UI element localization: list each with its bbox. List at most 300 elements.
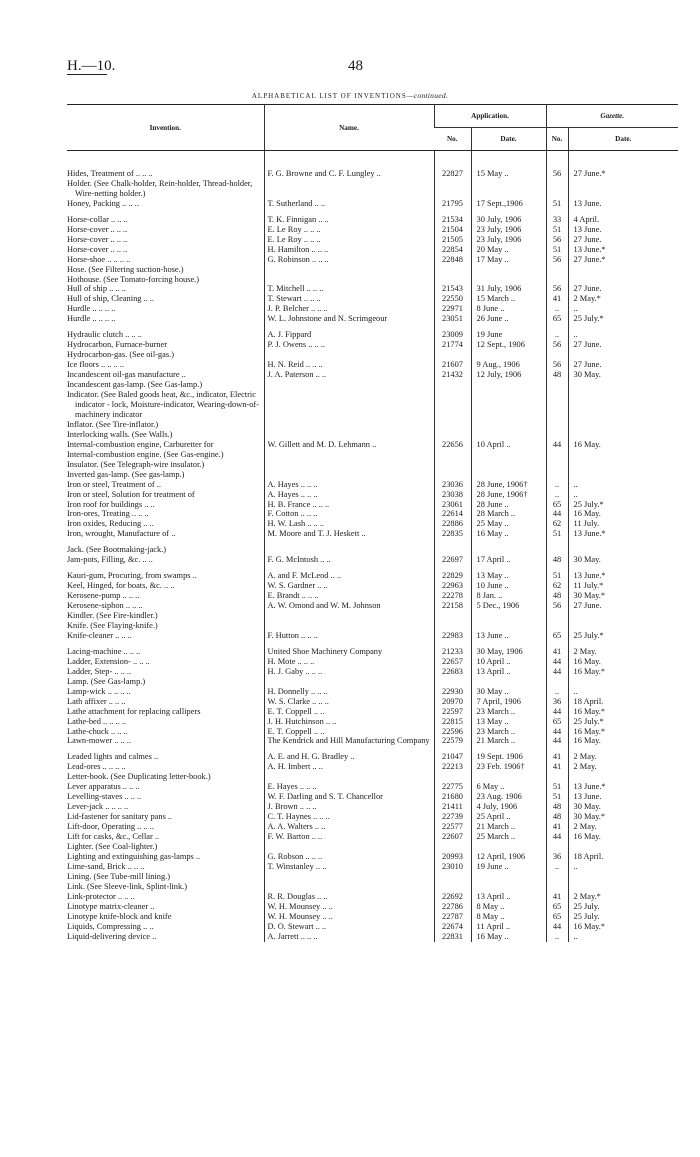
gazette-no-cell: 51 [546, 225, 568, 235]
table-row [67, 571, 678, 581]
gazette-no-cell [546, 350, 568, 360]
gazette-date-cell: 16 May.* [568, 727, 678, 737]
gazette-date-cell: 27 June. [568, 235, 678, 245]
invention-cell: Lighting and extinguishing gas-lamps .. [67, 851, 201, 861]
gazette-date-cell: 25 July.* [568, 314, 678, 324]
app-no-cell [434, 420, 471, 430]
name-cell: A. Hayes .. .. .. [264, 490, 434, 500]
app-no-cell: 21543 [434, 284, 471, 294]
name-cell: J. P. Belcher .. .. .. [264, 304, 434, 314]
name-cell [264, 677, 434, 687]
name-cell: H. B. France .. .. .. [264, 500, 434, 510]
name-cell: F. G. Browne and C. F. Lungley .. [264, 151, 434, 179]
gazette-date-cell: 30 May.* [568, 812, 678, 822]
invention-cell: Lift-door, Operating .. .. .. [67, 822, 154, 832]
app-date-cell: 23 Feb. 1906† [471, 762, 546, 772]
app-date-cell [471, 380, 546, 390]
gazette-no-cell: 44 [546, 832, 568, 842]
app-date-cell: 12 Sept., 1906 [471, 340, 546, 350]
name-cell: F. Cotton .. .. .. [264, 509, 434, 519]
app-no-cell [434, 390, 471, 420]
app-no-cell: 22596 [434, 727, 471, 737]
table-row [67, 450, 678, 460]
app-no-cell: 22831 [434, 932, 471, 942]
gazette-date-cell: 27 June. [568, 360, 678, 370]
name-cell: H. N. Reid .. .. .. [264, 360, 434, 370]
invention-cell: Iron roof for buildings .. .. [67, 499, 155, 509]
app-no-cell: 22848 [434, 255, 471, 265]
table-row [67, 555, 678, 565]
app-no-cell: 22692 [434, 892, 471, 902]
app-no-cell [434, 450, 471, 460]
gazette-no-cell: 44 [546, 736, 568, 746]
gazette-date-cell: 30 May.* [568, 591, 678, 601]
name-cell: J. H. Hutchinson .. .. [264, 717, 434, 727]
gazette-date-cell: 11 July. [568, 519, 678, 529]
app-date-cell: 20 May .. [471, 245, 546, 255]
gazette-no-cell: .. [546, 687, 568, 697]
gazette-date-cell: 16 May. [568, 509, 678, 519]
invention-cell: Incandescent gas-lamp. (See Gas-lamp.) [67, 380, 203, 390]
gazette-no-cell [546, 420, 568, 430]
table-row [67, 581, 678, 591]
table-row [67, 872, 678, 882]
name-cell: A. Hayes .. .. .. [264, 480, 434, 490]
list-title-main: ALPHABETICAL LIST OF INVENTIONS [251, 92, 407, 100]
gazette-no-cell: .. [546, 932, 568, 942]
invention-cell: Internal-combustion engine. (See Gas-engine.) [67, 449, 224, 459]
app-no-cell: 22657 [434, 657, 471, 667]
app-date-cell: 23 March .. [471, 707, 546, 717]
gazette-no-cell: 56 [546, 284, 568, 294]
app-no-cell: 22835 [434, 529, 471, 539]
app-date-cell [471, 450, 546, 460]
gazette-date-cell: .. [568, 687, 678, 697]
app-date-cell: 28 June .. [471, 500, 546, 510]
table-row [67, 420, 678, 430]
gazette-no-cell: .. [546, 330, 568, 340]
gazette-date-cell: 18 April. [568, 697, 678, 707]
table-row [67, 350, 678, 360]
gazette-no-cell [546, 460, 568, 470]
app-no-cell: 21411 [434, 802, 471, 812]
invention-cell: Horse-cover .. .. .. [67, 224, 128, 234]
gazette-no-cell: 48 [546, 802, 568, 812]
gazette-date-cell [568, 677, 678, 687]
table-row [67, 509, 678, 519]
gazette-date-cell [568, 265, 678, 275]
table-row [67, 235, 678, 245]
gazette-date-cell: 25 July. [568, 912, 678, 922]
gazette-no-cell: 65 [546, 912, 568, 922]
name-cell: G. Robinson .. .. .. [264, 255, 434, 265]
invention-cell: Leaded lights and calmes .. [67, 752, 159, 762]
list-title-continued: —continued. [406, 91, 449, 100]
invention-cell: Iron oxides, Reducing .. .. [67, 519, 154, 529]
app-no-cell: 22683 [434, 667, 471, 677]
gazette-no-cell: 51 [546, 245, 568, 255]
app-date-cell: 8 June .. [471, 304, 546, 314]
app-no-cell: 22815 [434, 717, 471, 727]
gazette-date-cell [568, 611, 678, 621]
gazette-date-cell: 13 June.* [568, 529, 678, 539]
gazette-no-cell: 36 [546, 852, 568, 862]
gazette-no-cell: 48 [546, 555, 568, 565]
app-no-cell [434, 621, 471, 631]
name-cell: A. H. Imbert .. .. [264, 762, 434, 772]
app-date-cell [471, 350, 546, 360]
invention-cell: Lath affixer .. .. .. [67, 696, 126, 706]
invention-cell: Hydraulic clutch .. .. .. [67, 330, 142, 340]
gazette-no-cell: 44 [546, 657, 568, 667]
invention-cell: Lawn-mower .. .. .. [67, 736, 131, 746]
app-date-cell: 23 March .. [471, 727, 546, 737]
invention-cell: Honey, Packing .. .. .. [67, 198, 139, 208]
gazette-no-cell: 41 [546, 647, 568, 657]
app-date-cell: 17 April .. [471, 555, 546, 565]
col-gazette: Gazette. [546, 105, 678, 128]
name-cell [264, 450, 434, 460]
table-row [67, 912, 678, 922]
app-no-cell [434, 677, 471, 687]
invention-cell: Knife. (See Flaying-knife.) [67, 620, 158, 630]
app-no-cell [434, 842, 471, 852]
app-date-cell: 5 Dec., 1906 [471, 601, 546, 611]
gazette-date-cell: .. [568, 932, 678, 942]
gazette-date-cell: 25 July. [568, 902, 678, 912]
invention-cell: Insulator. (See Telegraph-wire insulator.) [67, 459, 205, 469]
name-cell: A. E. and H. G. Bradley .. [264, 752, 434, 762]
app-date-cell: 16 May .. [471, 932, 546, 942]
invention-cell: Lid-fastener for sanitary pans .. [67, 812, 173, 822]
name-cell: United Shoe Machinery Company [264, 647, 434, 657]
invention-cell: Kauri-gum, Procuring, from swamps .. [67, 571, 197, 581]
app-date-cell [471, 772, 546, 782]
table-row [67, 822, 678, 832]
app-no-cell: 23038 [434, 490, 471, 500]
app-no-cell: 21233 [434, 647, 471, 657]
name-cell: E. Brandt .. .. .. [264, 591, 434, 601]
app-no-cell: 23010 [434, 862, 471, 872]
table-row [67, 529, 678, 539]
table-row [67, 667, 678, 677]
invention-cell: Lathe attachment for replacing callipers [67, 706, 201, 716]
app-date-cell: 13 May .. [471, 571, 546, 581]
gazette-date-cell: 16 May.* [568, 707, 678, 717]
gazette-date-cell [568, 470, 678, 480]
gazette-no-cell: 44 [546, 667, 568, 677]
gazette-no-cell: 56 [546, 601, 568, 611]
app-date-cell: 21 March .. [471, 822, 546, 832]
app-date-cell [471, 611, 546, 621]
gazette-no-cell: 36 [546, 697, 568, 707]
table-row [67, 199, 678, 209]
gazette-no-cell: 41 [546, 762, 568, 772]
name-cell [264, 842, 434, 852]
gazette-date-cell [568, 882, 678, 892]
table-row [67, 480, 678, 490]
invention-cell: Jam-pots, Filling, &c. .. .. [67, 555, 153, 565]
gazette-no-cell: 62 [546, 519, 568, 529]
table-row [67, 687, 678, 697]
name-cell: T. Stewart .. .. .. [264, 294, 434, 304]
gazette-no-cell: 44 [546, 707, 568, 717]
app-date-cell [471, 842, 546, 852]
app-date-cell [471, 460, 546, 470]
app-date-cell [471, 430, 546, 440]
app-date-cell: 15 March .. [471, 294, 546, 304]
app-date-cell: 8 May .. [471, 902, 546, 912]
invention-cell: Kerosene-pump .. .. .. [67, 591, 140, 601]
app-no-cell: 20993 [434, 852, 471, 862]
gazette-date-cell: 4 April. [568, 215, 678, 225]
col-gaz-date: Date. [568, 128, 678, 151]
gazette-no-cell: 56 [546, 235, 568, 245]
table-row [67, 802, 678, 812]
gazette-date-cell [568, 460, 678, 470]
table-row [67, 304, 678, 314]
invention-cell: Inverted gas-lamp. (See gas-lamp.) [67, 469, 185, 479]
name-cell: G. Robson .. .. .. [264, 852, 434, 862]
name-cell: J. A. Paterson .. .. [264, 370, 434, 380]
table-row [67, 500, 678, 510]
name-cell: W. S. Gardner .. .. [264, 581, 434, 591]
invention-cell: Lamp. (See Gas-lamp.) [67, 676, 146, 686]
table-row [67, 842, 678, 852]
gazette-no-cell: 48 [546, 370, 568, 380]
app-no-cell: 22930 [434, 687, 471, 697]
invention-cell: Levelling-staves .. .. .. [67, 792, 142, 802]
table-row [67, 215, 678, 225]
app-no-cell: 22829 [434, 571, 471, 581]
gazette-date-cell: 16 May.* [568, 922, 678, 932]
name-cell: M. Moore and T. J. Heskett .. [264, 529, 434, 539]
app-date-cell [471, 470, 546, 480]
table-row [67, 265, 678, 275]
app-date-cell [471, 275, 546, 285]
gazette-no-cell [546, 179, 568, 199]
name-cell [264, 430, 434, 440]
gazette-no-cell: 44 [546, 922, 568, 932]
app-date-cell: 21 March .. [471, 736, 546, 746]
app-date-cell: 28 June, 1906† [471, 490, 546, 500]
name-cell [264, 380, 434, 390]
page-code-text: H.—10. [67, 58, 116, 74]
table-row [67, 294, 678, 304]
app-date-cell: 28 June, 1906† [471, 480, 546, 490]
name-cell: P. J. Owens .. .. .. [264, 340, 434, 350]
name-cell: E. T. Coppell .. .. [264, 707, 434, 717]
gazette-date-cell: .. [568, 480, 678, 490]
app-date-cell: 7 April, 1906 [471, 697, 546, 707]
app-date-cell: 26 June .. [471, 314, 546, 324]
invention-cell: Lacing-machine .. .. .. [67, 646, 141, 656]
app-no-cell [434, 882, 471, 892]
app-no-cell [434, 470, 471, 480]
invention-cell: Incandescent oil-gas manufacture .. [67, 370, 186, 380]
app-no-cell: 22158 [434, 601, 471, 611]
invention-cell: Lathe-bed .. .. .. .. [67, 716, 127, 726]
app-no-cell: 22963 [434, 581, 471, 591]
app-date-cell: 8 May .. [471, 912, 546, 922]
name-cell: A. Jarrett .. .. .. [264, 932, 434, 942]
gazette-no-cell: 56 [546, 151, 568, 179]
name-cell [264, 179, 434, 199]
app-no-cell: 22971 [434, 304, 471, 314]
name-cell: E. Hayes .. .. .. [264, 782, 434, 792]
gazette-no-cell [546, 470, 568, 480]
app-no-cell: 22213 [434, 762, 471, 772]
invention-cell: Hides, Treatment of .. .. .. [67, 169, 153, 178]
table-row [67, 772, 678, 782]
table-row [67, 490, 678, 500]
table-row [67, 862, 678, 872]
gazette-date-cell: 11 July.* [568, 581, 678, 591]
gazette-no-cell: 56 [546, 360, 568, 370]
invention-cell: Inflator. (See Tire-inflator.) [67, 419, 159, 429]
app-no-cell: 22775 [434, 782, 471, 792]
gazette-date-cell: 16 May. [568, 657, 678, 667]
gazette-date-cell [568, 350, 678, 360]
gazette-no-cell [546, 380, 568, 390]
gazette-no-cell [546, 450, 568, 460]
invention-cell: Lever-jack .. .. .. .. [67, 802, 129, 812]
table-row [67, 717, 678, 727]
table-row [67, 225, 678, 235]
invention-cell: Liquids, Compressing .. .. [67, 921, 154, 931]
gazette-no-cell: 65 [546, 500, 568, 510]
name-cell [264, 772, 434, 782]
app-no-cell: 22597 [434, 707, 471, 717]
app-no-cell: 22674 [434, 922, 471, 932]
app-date-cell [471, 677, 546, 687]
gazette-date-cell: 27 June.* [568, 151, 678, 179]
gazette-no-cell [546, 611, 568, 621]
invention-cell: Liquid-delivering device .. [67, 931, 157, 941]
table-body [67, 151, 678, 942]
gazette-date-cell [568, 390, 678, 420]
app-date-cell [471, 265, 546, 275]
gazette-no-cell: .. [546, 490, 568, 500]
app-no-cell: 22656 [434, 440, 471, 450]
table-row [67, 179, 678, 199]
name-cell [264, 420, 434, 430]
gazette-date-cell: 2 May.* [568, 892, 678, 902]
table-row [67, 360, 678, 370]
name-cell: T. Sutherland .. .. [264, 199, 434, 209]
app-no-cell [434, 380, 471, 390]
app-date-cell: 10 June .. [471, 581, 546, 591]
gazette-no-cell: 44 [546, 440, 568, 450]
gazette-no-cell: 62 [546, 581, 568, 591]
name-cell: F. G. McIntosh .. .. [264, 555, 434, 565]
app-no-cell: 22739 [434, 812, 471, 822]
name-cell [264, 350, 434, 360]
gazette-no-cell: 41 [546, 892, 568, 902]
col-app-date: Date. [471, 128, 546, 151]
invention-cell: Knife-cleaner .. .. .. [67, 630, 132, 640]
name-cell: H. Hamilton .. .. .. [264, 245, 434, 255]
app-no-cell: 21505 [434, 235, 471, 245]
app-no-cell: 21534 [434, 215, 471, 225]
name-cell: A. J. Fippard [264, 330, 434, 340]
app-no-cell: 21774 [434, 340, 471, 350]
app-date-cell [471, 621, 546, 631]
gazette-no-cell: 48 [546, 591, 568, 601]
gazette-no-cell: .. [546, 862, 568, 872]
app-no-cell: 22607 [434, 832, 471, 842]
app-date-cell [471, 390, 546, 420]
app-date-cell [471, 882, 546, 892]
gazette-date-cell [568, 621, 678, 631]
gazette-date-cell: 30 May. [568, 802, 678, 812]
gazette-no-cell [546, 390, 568, 420]
app-no-cell: 23009 [434, 330, 471, 340]
gazette-no-cell: 41 [546, 752, 568, 762]
gazette-date-cell: 25 July.* [568, 717, 678, 727]
app-date-cell: 31 July, 1906 [471, 284, 546, 294]
col-application: Application. [434, 105, 546, 128]
name-cell: W. L. Johnstone and N. Scrimgeour [264, 314, 434, 324]
name-cell: H. Mote .. .. .. [264, 657, 434, 667]
table-row [67, 832, 678, 842]
invention-cell: Lighter. (See Coal-lighter.) [67, 842, 158, 851]
name-cell: H. W. Lash .. .. .. [264, 519, 434, 529]
invention-cell: Linotype matrix-cleaner .. [67, 901, 155, 911]
invention-cell: Internal-combustion engine, Carburetter for [67, 439, 214, 449]
app-no-cell: 21047 [434, 752, 471, 762]
name-cell: E. T. Coppell .. .. [264, 727, 434, 737]
invention-cell: Ladder, Step- .. .. .. [67, 666, 132, 676]
table-row [67, 812, 678, 822]
app-no-cell: 22886 [434, 519, 471, 529]
app-date-cell: 30 July, 1906 [471, 215, 546, 225]
gazette-no-cell: 51 [546, 529, 568, 539]
app-no-cell [434, 772, 471, 782]
gazette-date-cell: 25 July.* [568, 631, 678, 641]
name-cell: A. W. Omond and W. M. Johnson [264, 601, 434, 611]
app-no-cell: 22786 [434, 902, 471, 912]
app-date-cell: 25 April .. [471, 812, 546, 822]
invention-cell: Link. (See Sleeve-link, Splint-link.) [67, 881, 188, 891]
app-no-cell [434, 872, 471, 882]
table-row [67, 752, 678, 762]
page-code [67, 58, 115, 75]
invention-cell: Hydrocarbon, Furnace-burner [67, 340, 167, 350]
invention-cell: Letter-book. (See Duplicating letter-book.) [67, 772, 211, 782]
gazette-date-cell: 13 June. [568, 199, 678, 209]
app-date-cell: 28 March .. [471, 509, 546, 519]
name-cell: W. Gillett and M. D. Lehmann .. [264, 440, 434, 450]
table-row [67, 460, 678, 470]
gazette-date-cell [568, 872, 678, 882]
table-row [67, 314, 678, 324]
gazette-date-cell: 2 May. [568, 762, 678, 772]
gazette-date-cell: 30 May. [568, 370, 678, 380]
app-no-cell: 21504 [434, 225, 471, 235]
app-no-cell: 22787 [434, 912, 471, 922]
invention-cell: Kindler. (See Fire-kindler.) [67, 611, 158, 621]
gazette-date-cell [568, 420, 678, 430]
table-row [67, 545, 678, 555]
gazette-no-cell [546, 882, 568, 892]
col-name: Name. [264, 105, 434, 151]
gazette-date-cell: 13 June.* [568, 571, 678, 581]
gazette-no-cell: 56 [546, 255, 568, 265]
table-row [67, 380, 678, 390]
gazette-date-cell: 13 June.* [568, 245, 678, 255]
app-date-cell: 17 May .. [471, 255, 546, 265]
